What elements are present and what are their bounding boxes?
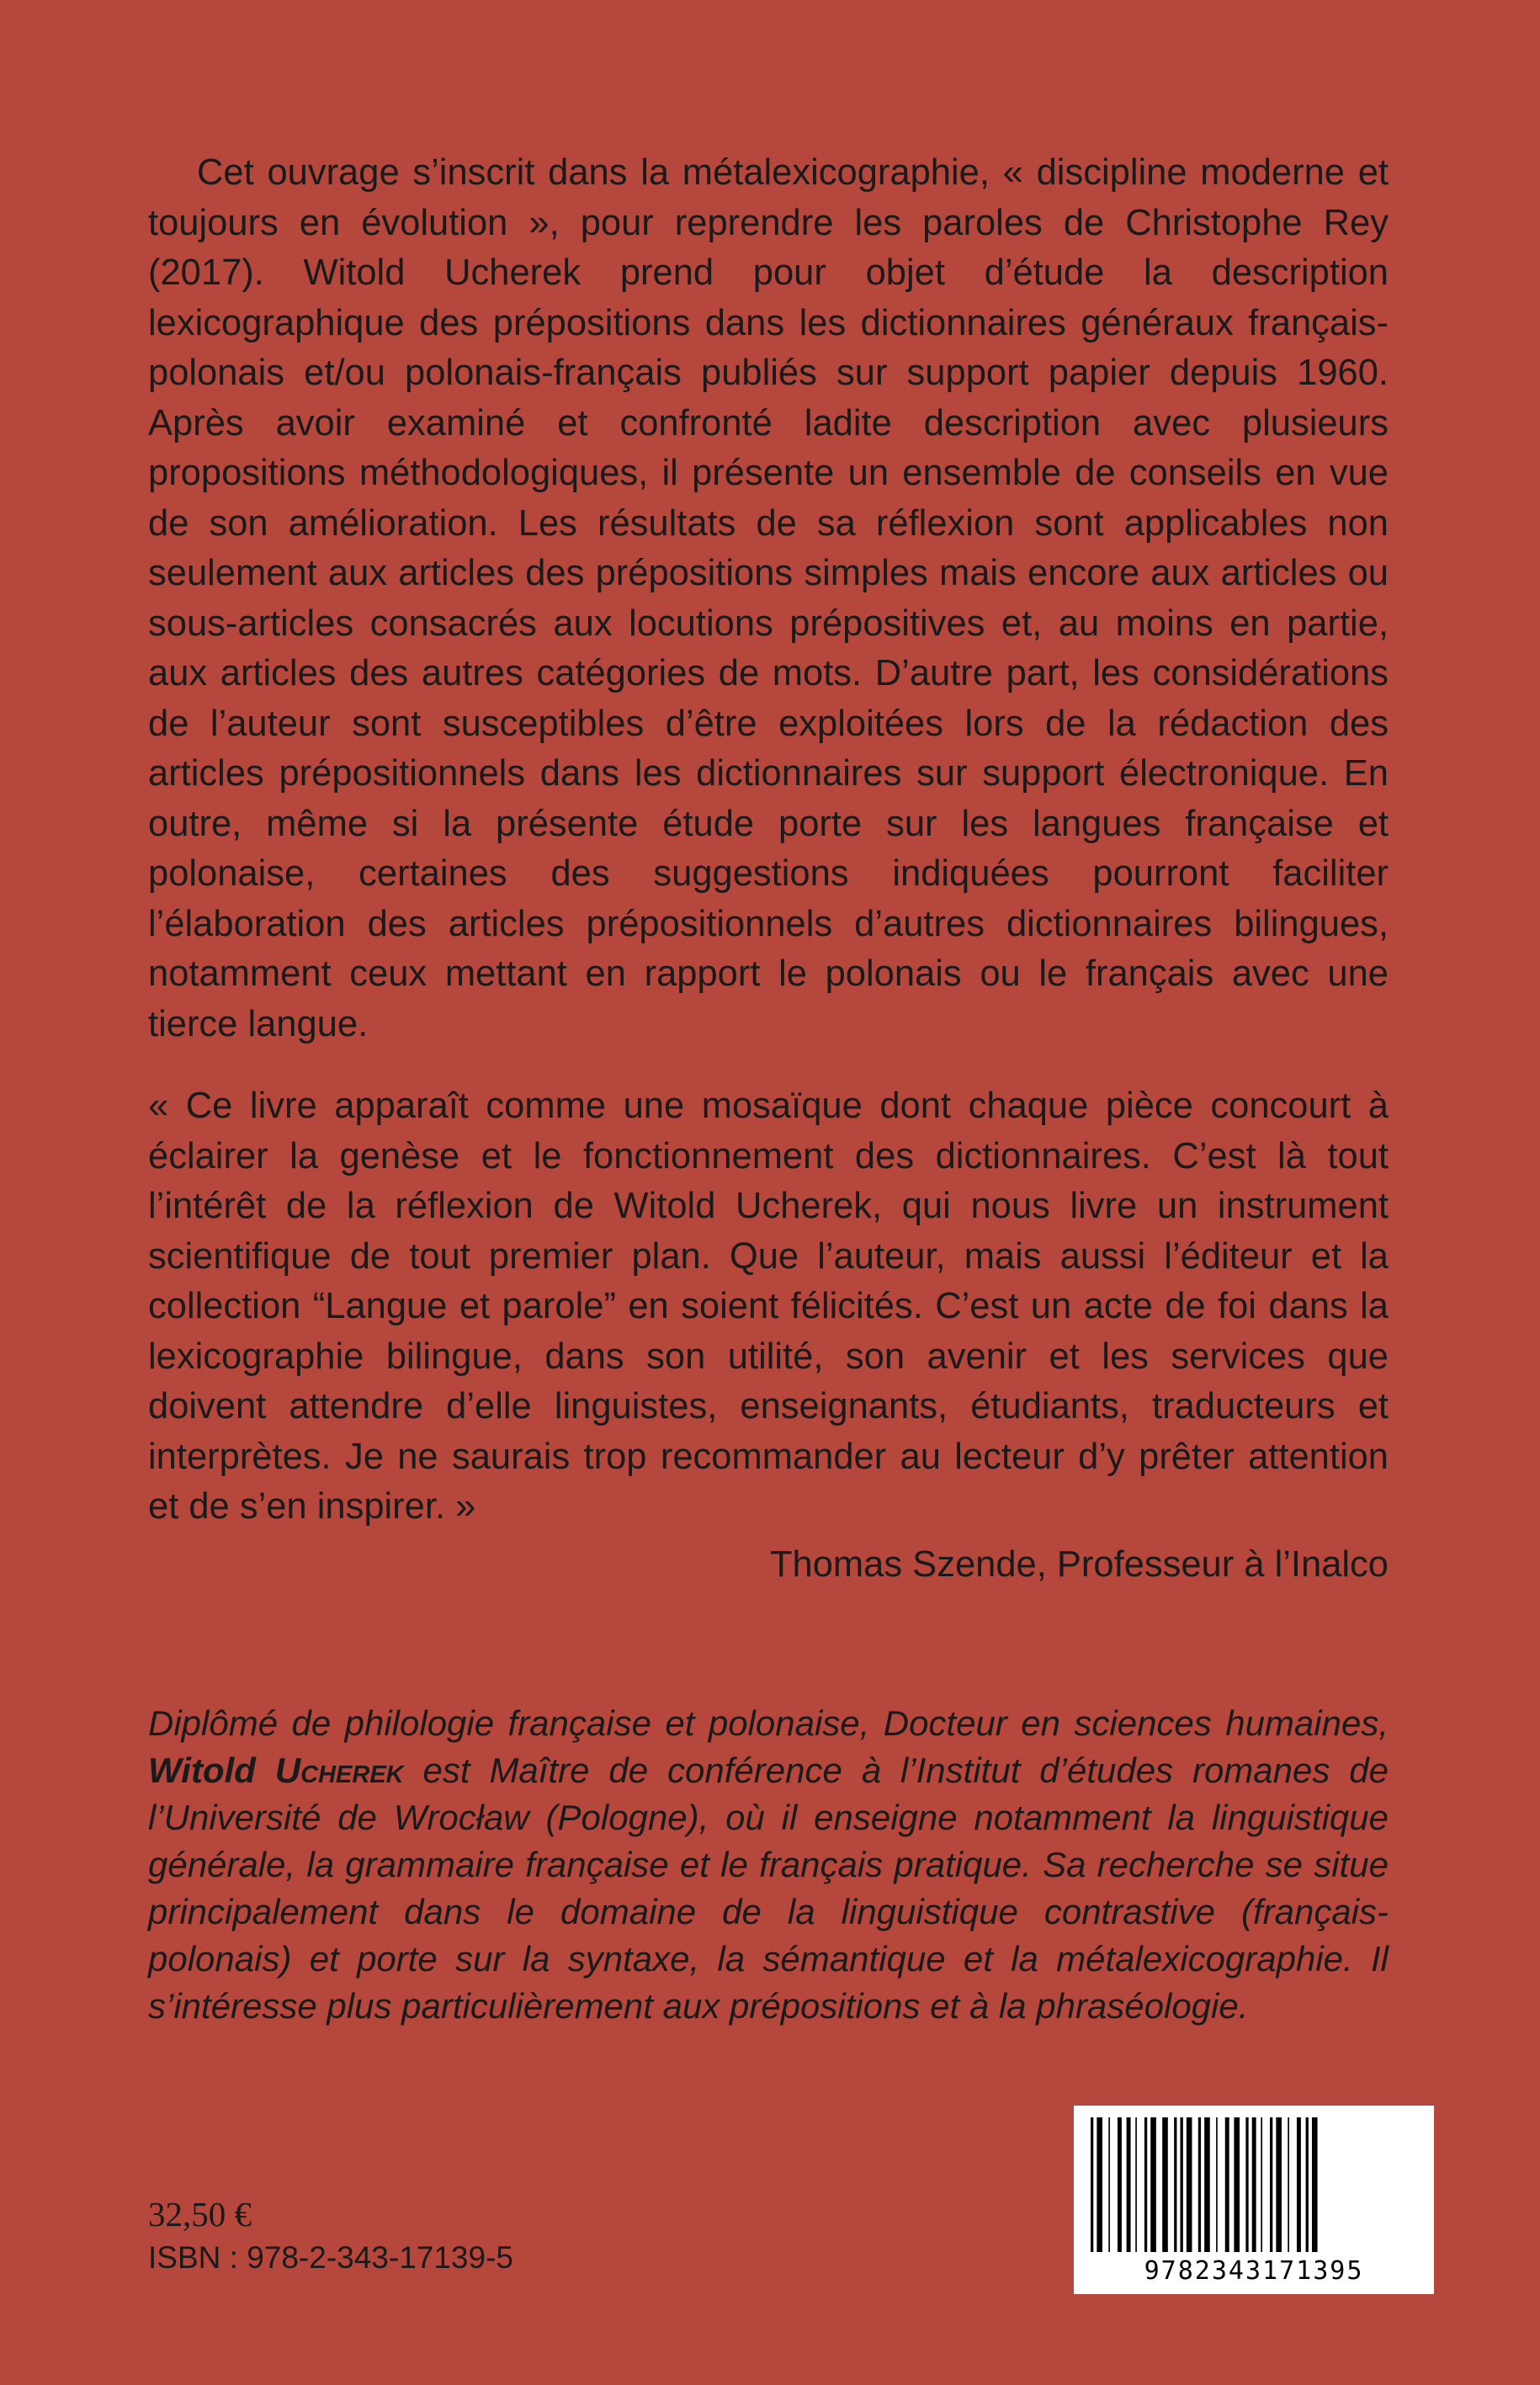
barcode-bar <box>1297 2117 1301 2252</box>
barcode-bar <box>1312 2117 1318 2252</box>
barcode-bar <box>1204 2117 1210 2252</box>
barcode-bar <box>1127 2117 1131 2252</box>
barcode-bar <box>1174 2117 1176 2252</box>
author-bio <box>148 1700 1389 2030</box>
review-quote: « Ce livre apparaît comme une mosaïque dont chaque pièce concourt à éclairer la genèse et le fonctionnement des dictionnaires. C’est là tout l’intérêt de la réflexion de Witold Ucherek, qui nous livre un instrument scientifique de tout premier plan. Que l’auteur, mais aussi l’éditeur et la collection “Langue et parole” en soient félicités. C’est un acte de foi dans la lexicographie bilingue, dans son utilité, son avenir et les services que doivent attendre d’elle linguistes, enseignants, étudiants, traducteurs et interprètes. Je ne saurais trop recommander au lecteur d’y prêter attention et de s’en inspirer. » <box>148 1086 1389 1527</box>
barcode-bar <box>1150 2117 1156 2252</box>
price: 32,50 € <box>148 2195 252 2234</box>
barcode-bar <box>1270 2117 1272 2252</box>
isbn: ISBN : 978-2-343-17139-5 <box>148 2240 513 2275</box>
bio-intro: Diplômé de philologie française et polonaise, Docteur en sciences humaines, <box>148 1703 1389 1743</box>
barcode-bar <box>1108 2117 1110 2252</box>
barcode-bars <box>1087 2117 1421 2252</box>
barcode-bar <box>1225 2117 1229 2252</box>
barcode-bar <box>1216 2117 1218 2252</box>
abstract-paragraph: Cet ouvrage s’inscrit dans la métalexicographie, « discipline moderne et toujours en évolution », pour reprendre les paroles de Christophe Rey (2017). Witold Ucherek prend pour objet d’étude la description lexicographique des prépositions dans les dictionnaires généraux français-polonais et/ou polonais-français publiés sur support papier depuis 1960. Après avoir examiné et confronté ladite description avec plusieurs propositions méthodologiques, il présente un ensemble de conseils en vue de son amélioration. Les résultats de sa réflexion sont applicables non seulement aux articles des prépositions simples mais encore aux articles ou sous-articles consacrés aux locutions prépositives et, au moins en partie, aux articles des autres catégories de mots. D’autre part, les considérations de l’auteur sont susceptibles d’être exploitées lors de la rédaction des articles prépositionnels dans les dictionnaires sur support électronique. En outre, même si la présente étude porte sur les langues française et polonaise, certaines des suggestions indiquées pourront faciliter l’élaboration des articles prépositionnels d’autres dictionnaires bilingues, notamment ceux mettant en rapport le polonais ou le français avec une tierce langue. <box>148 152 1389 1044</box>
barcode-bar <box>1261 2117 1262 2252</box>
quote-attribution: Thomas Szende, Professeur à l’Inalco <box>769 1544 1389 1585</box>
barcode-bar <box>1234 2117 1240 2252</box>
barcode-bar <box>1097 2117 1102 2252</box>
barcode-bar <box>1306 2117 1309 2252</box>
author-first-name: Witold <box>148 1750 275 1790</box>
author-last-name: Ucherek <box>274 1750 404 1790</box>
barcode-bar <box>1181 2117 1183 2252</box>
barcode-bar <box>1091 2117 1093 2252</box>
barcode-bar <box>1276 2117 1282 2252</box>
bio-body: est Maître de conférence à l’Institut d’études romanes de l’Université de Wrocław (Pologne), où il enseigne notamment la linguistique générale, la grammaire française et le français pratique. Sa recherche se situe principalement dans le domaine de la linguistique contrastive (français-polonais) et porte sur la syntaxe, la sémantique et la métalexicographie. Il s’intéresse plus particulièrement aux prépositions et à la phraséologie. <box>148 1750 1389 2026</box>
barcode-bar <box>1144 2117 1147 2252</box>
barcode-bar <box>1245 2117 1248 2252</box>
barcode-bar <box>1288 2117 1289 2252</box>
barcode-bar <box>1118 2117 1122 2252</box>
barcode-digits: 9782343171395 <box>1144 2256 1364 2286</box>
barcode <box>1074 2106 1434 2294</box>
barcode-bar <box>1135 2117 1137 2252</box>
barcode-bar <box>1187 2117 1192 2252</box>
barcode-bar <box>1198 2117 1201 2252</box>
author-name <box>148 1750 404 1790</box>
barcode-bar <box>1162 2117 1168 2252</box>
barcode-bar <box>1252 2117 1256 2252</box>
